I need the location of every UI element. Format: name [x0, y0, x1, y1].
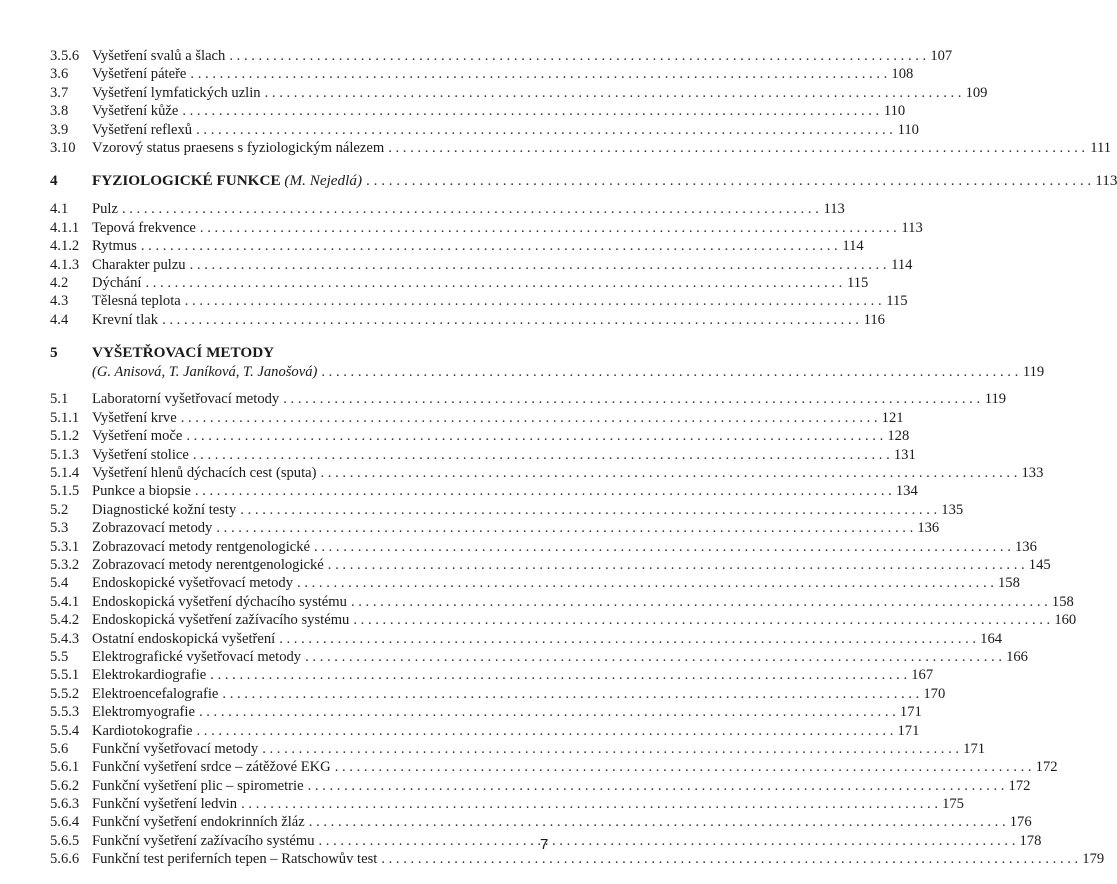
- entry-title: Zobrazovací metody nerentgenologické: [92, 556, 324, 573]
- entry-number: 5.1.1: [50, 409, 80, 426]
- dot-leader: [297, 574, 994, 592]
- toc-entry: [50, 740, 986, 758]
- dot-leader: [366, 171, 1091, 191]
- toc-entry: [50, 556, 1051, 574]
- dot-leader: [305, 648, 1002, 666]
- page-number: 7: [540, 836, 549, 853]
- entry-title: Vyšetření páteře: [92, 66, 187, 83]
- toc-entry: [50, 832, 1042, 850]
- entry-page: 172: [1008, 777, 1031, 794]
- toc-entry: [50, 630, 1003, 648]
- entry-number: 4.1.2: [50, 238, 80, 255]
- entry-page: 110: [897, 121, 919, 138]
- dot-leader: [279, 630, 976, 648]
- entry-title: Endoskopická vyšetření zažívacího systému: [92, 612, 350, 629]
- dot-leader: [186, 427, 883, 445]
- toc-entry: [50, 593, 1074, 611]
- entry-title: Vyšetření svalů a šlach: [92, 48, 226, 64]
- entry-number: 5.1.3: [50, 446, 80, 463]
- toc-entry: [50, 519, 940, 537]
- toc-entry: [50, 237, 864, 255]
- entry-number: 5.1.2: [50, 428, 80, 445]
- entry-page: 115: [846, 274, 869, 291]
- entry-page: 116: [863, 311, 885, 328]
- dot-leader: [321, 464, 1018, 482]
- entry-title: Funkční vyšetření plic – spirometrie: [92, 777, 304, 794]
- entry-number: 5.6.6: [50, 851, 80, 868]
- chapter-page: 119: [1022, 364, 1045, 381]
- entry-title: Endoskopická vyšetření dýchacího systému: [92, 593, 347, 610]
- dot-leader: [309, 813, 1006, 831]
- entry-page: 171: [963, 740, 986, 757]
- dot-leader: [265, 84, 962, 102]
- entry-number: 4.1.3: [50, 256, 80, 273]
- toc-entry: [50, 47, 953, 65]
- entry-number: 3.9: [50, 121, 69, 138]
- entry-page: 167: [911, 667, 934, 684]
- entry-title: Funkční vyšetření srdce – zátěžové EKG: [92, 759, 331, 776]
- dot-leader: [162, 311, 859, 329]
- entry-page: 175: [942, 796, 964, 813]
- entry-number: 4.4: [50, 311, 69, 328]
- toc-entry: [50, 292, 908, 310]
- dot-leader: [388, 139, 1085, 157]
- toc-entry: [50, 84, 988, 102]
- entry-number: 5.4.2: [50, 612, 80, 629]
- entry-title: Funkční vyšetření ledvin: [92, 796, 238, 813]
- toc-entry: [50, 139, 1112, 157]
- entry-page: 114: [891, 256, 913, 273]
- dot-leader: [200, 219, 897, 237]
- entry-title: Rytmus: [92, 238, 137, 255]
- dot-leader: [145, 274, 842, 292]
- table-of-contents: [50, 47, 1117, 869]
- toc-entry: [50, 121, 919, 139]
- entry-title: Funkční vyšetření zažívacího systému: [92, 832, 315, 849]
- toc-entry: [50, 795, 964, 813]
- entry-page: 108: [891, 66, 914, 83]
- chapter-number: 4: [50, 172, 58, 190]
- entry-title: Elektrografické vyšetřovací metody: [92, 648, 302, 665]
- entry-title: Funkční vyšetřovací metody: [92, 740, 259, 757]
- entry-page: 158: [1051, 593, 1074, 610]
- dot-leader: [321, 363, 1018, 381]
- toc-entry: [50, 102, 906, 120]
- entry-title: Krevní tlak: [92, 311, 159, 328]
- entry-number: 5.6.5: [50, 832, 80, 849]
- dot-leader: [199, 703, 896, 721]
- toc-entry: [50, 501, 964, 519]
- toc-entry: [50, 464, 1044, 482]
- toc-entry: [50, 611, 1077, 629]
- entry-title: Funkční test periferních tepen – Ratschowův test: [92, 851, 378, 868]
- entry-number: 5.4.3: [50, 630, 80, 647]
- entry-number: 5.1.4: [50, 465, 80, 482]
- entry-title: Zobrazovací metody: [92, 520, 213, 537]
- toc-entry: [50, 648, 1028, 666]
- entry-title: Zobrazovací metody rentgenologické: [92, 538, 311, 555]
- entry-title: Pulz: [92, 201, 118, 218]
- entry-page: 111: [1090, 139, 1112, 156]
- entry-number: 5.6.4: [50, 814, 80, 831]
- entry-title: Ostatní endoskopická vyšetření: [92, 630, 276, 647]
- entry-page: 164: [980, 630, 1003, 647]
- dot-leader: [196, 121, 893, 139]
- entry-title: Dýchání: [92, 274, 142, 291]
- dot-leader: [241, 795, 938, 813]
- entry-title: Vzorový status praesens s fyziologickým nálezem: [92, 139, 385, 156]
- dot-leader: [262, 740, 959, 758]
- entry-title: Tepová frekvence: [92, 219, 196, 236]
- dot-leader: [314, 538, 1011, 556]
- dot-leader: [283, 390, 980, 408]
- dot-leader: [181, 409, 878, 427]
- entry-page: 179: [1082, 851, 1105, 868]
- entry-page: 176: [1009, 814, 1032, 831]
- dot-leader: [353, 611, 1050, 629]
- entry-title: Vyšetření kůže: [92, 103, 179, 120]
- toc-entry: [50, 813, 1032, 831]
- toc-entry: [50, 219, 923, 237]
- entry-title: Elektroencefalografie: [92, 685, 219, 702]
- entry-page: 134: [895, 483, 918, 500]
- toc-entry: [50, 482, 918, 500]
- entry-title: Punkce a biopsie: [92, 483, 191, 500]
- dot-leader: [328, 556, 1025, 574]
- toc-entry: [50, 703, 922, 721]
- dot-leader: [229, 47, 926, 65]
- chapter-number: 5: [50, 344, 58, 362]
- entry-page: 158: [998, 575, 1020, 592]
- entry-page: 115: [886, 293, 908, 310]
- toc-entry: [50, 200, 845, 218]
- entry-title: Diagnostické kožní testy: [92, 501, 237, 518]
- dot-leader: [122, 200, 819, 218]
- entry-number: 5.1.5: [50, 483, 80, 500]
- entry-number: 3.6: [50, 66, 69, 83]
- entry-page: 166: [1006, 648, 1028, 665]
- chapter-title: VYŠETŘOVACÍ METODY: [92, 344, 275, 362]
- chapter-title: FYZIOLOGICKÉ FUNKCE: [92, 172, 281, 190]
- entry-number: 5.3.2: [50, 556, 80, 573]
- entry-title: Elektromyografie: [92, 704, 195, 721]
- entry-page: 128: [887, 428, 910, 445]
- entry-number: 3.7: [50, 84, 69, 101]
- dot-leader: [195, 482, 892, 500]
- entry-title: Vyšetření hlenů dýchacích cest (sputa): [92, 465, 317, 482]
- toc-entry: [50, 256, 913, 274]
- entry-page: 171: [899, 704, 922, 721]
- entry-page: 170: [923, 685, 946, 702]
- entry-page: 172: [1035, 759, 1058, 776]
- entry-title: Laboratorní vyšetřovací metody: [92, 391, 280, 408]
- entry-number: 3.8: [50, 103, 69, 120]
- chapter-author: (M. Nejedlá): [284, 172, 363, 190]
- entry-page: 171: [897, 722, 920, 739]
- entry-title: Vyšetření krve: [92, 409, 177, 426]
- dot-leader: [193, 446, 890, 464]
- entry-number: 5.5: [50, 648, 69, 665]
- entry-title: Kardiotokografie: [92, 722, 193, 739]
- entry-page: 136: [1014, 538, 1037, 555]
- entry-number: 5.6.1: [50, 759, 80, 776]
- toc-entry: [50, 390, 1007, 408]
- entry-page: 107: [930, 48, 953, 64]
- entry-number: 5.5.1: [50, 667, 80, 684]
- chapter-page: 113: [1095, 172, 1117, 190]
- entry-number: 5.6.2: [50, 777, 80, 794]
- entry-title: Charakter pulzu: [92, 256, 186, 273]
- entry-page: 135: [941, 501, 964, 518]
- entry-page: 160: [1054, 612, 1077, 629]
- entry-title: Vyšetření lymfatických uzlin: [92, 84, 261, 101]
- toc-entry: [50, 538, 1037, 556]
- entry-page: 136: [917, 520, 940, 537]
- chapter-heading: [50, 343, 558, 363]
- toc-entry: [50, 311, 885, 329]
- dot-leader: [308, 777, 1005, 795]
- entry-page: 114: [842, 238, 864, 255]
- toc-entry: [50, 777, 1031, 795]
- entry-number: 5.5.3: [50, 704, 80, 721]
- spacer: [50, 157, 558, 171]
- toc-entry: [50, 574, 1020, 592]
- entry-page: 131: [893, 446, 916, 463]
- dot-leader: [197, 722, 894, 740]
- entry-number: 4.1: [50, 201, 69, 218]
- entry-page: 121: [881, 409, 904, 426]
- entry-page: 119: [984, 391, 1007, 408]
- dot-leader: [240, 501, 937, 519]
- entry-title: Vyšetření reflexů: [92, 121, 193, 138]
- entry-page: 113: [823, 201, 845, 218]
- toc-entry: [50, 446, 916, 464]
- entry-number: 4.2: [50, 274, 69, 291]
- entry-title: Vyšetření stolice: [92, 446, 189, 463]
- chapter-author-line: [50, 363, 1045, 381]
- entry-title: Vyšetření moče: [92, 428, 183, 445]
- entry-page: 113: [901, 219, 923, 236]
- spacer: [50, 381, 558, 390]
- chapter-author: (G. Anisová, T. Janíková, T. Janošová): [92, 364, 318, 381]
- entry-number: 5.6: [50, 740, 69, 757]
- toc-entry: [50, 427, 910, 445]
- dot-leader: [319, 832, 1016, 850]
- entry-number: 3.10: [50, 139, 76, 156]
- entry-title: Funkční vyšetření endokrinních žláz: [92, 814, 305, 831]
- entry-number: 4.1.1: [50, 219, 80, 236]
- entry-page: 145: [1028, 556, 1051, 573]
- toc-entry: [50, 65, 914, 83]
- entry-number: 5.4: [50, 575, 69, 592]
- entry-title: Tělesná teplota: [92, 293, 181, 310]
- dot-leader: [190, 256, 887, 274]
- dot-leader: [351, 593, 1048, 611]
- entry-number: 5.1: [50, 391, 69, 408]
- dot-leader: [182, 102, 879, 120]
- dot-leader: [210, 666, 907, 684]
- toc-entry: [50, 850, 1105, 868]
- toc-entry: [50, 722, 920, 740]
- entry-number: 4.3: [50, 293, 69, 310]
- toc-entry: [50, 274, 869, 292]
- entry-number: 5.3: [50, 520, 69, 537]
- entry-number: 5.2: [50, 501, 69, 518]
- chapter-title-wrap: [92, 171, 362, 191]
- toc-entry: [50, 685, 946, 703]
- entry-number: 5.3.1: [50, 538, 80, 555]
- spacer: [50, 191, 558, 200]
- spacer: [50, 329, 558, 343]
- entry-number: 3.5.6: [50, 48, 80, 64]
- entry-number: 5.4.1: [50, 593, 80, 610]
- dot-leader: [335, 758, 1032, 776]
- toc-entry: [50, 758, 1058, 776]
- entry-page: 133: [1021, 465, 1044, 482]
- dot-leader: [222, 685, 919, 703]
- entry-number: 5.6.3: [50, 796, 80, 813]
- entry-number: 5.5.4: [50, 722, 80, 739]
- dot-leader: [190, 65, 887, 83]
- dot-leader: [141, 237, 838, 255]
- toc-entry: [50, 666, 934, 684]
- entry-title: Endoskopické vyšetřovací metody: [92, 575, 294, 592]
- chapter-heading: [50, 171, 1117, 191]
- dot-leader: [216, 519, 913, 537]
- entry-page: 178: [1019, 832, 1042, 849]
- entry-number: 5.5.2: [50, 685, 80, 702]
- entry-title: Elektrokardiografie: [92, 667, 207, 684]
- entry-page: 109: [965, 84, 988, 101]
- dot-leader: [381, 850, 1078, 868]
- toc-entry: [50, 409, 904, 427]
- entry-page: 110: [883, 103, 906, 120]
- dot-leader: [185, 292, 882, 310]
